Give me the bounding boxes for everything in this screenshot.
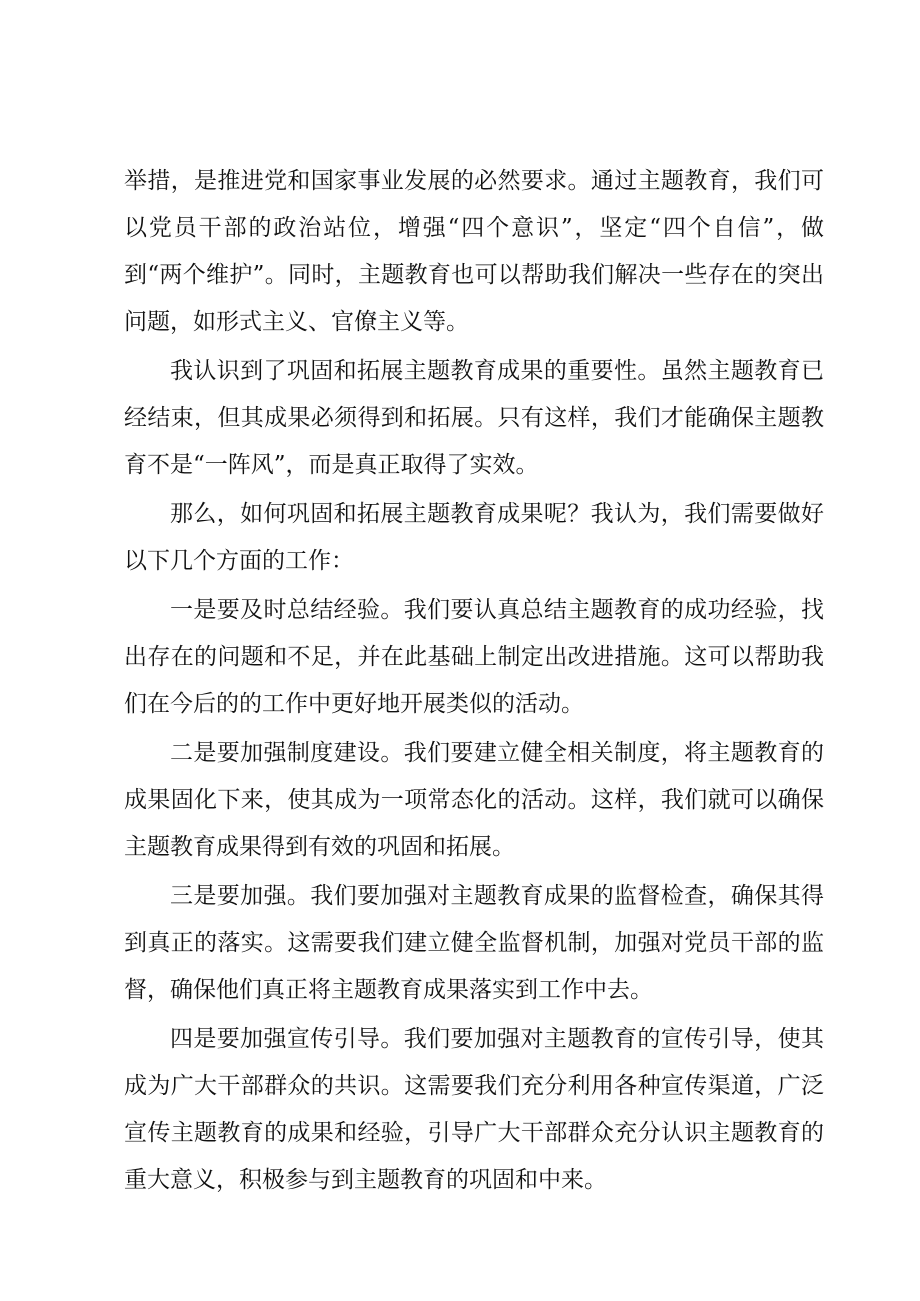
paragraph-importance: 我认识到了巩固和拓展主题教育成果的重要性。虽然主题教育已经结束，但其成果必须得到和拓展。只有这样，我们才能确保主题教育不是“一阵风”，而是真正取得了实效。: [124, 358, 824, 478]
paragraph-point-four: 四是要加强宣传引导。我们要加强对主题教育的宣传引导，使其成为广大干部群众的共识。这需要我们充分利用各种宣传渠道，广泛宣传主题教育的成果和经验，引导广大干部群众充分认识主题教育的重大意义，积极参与到主题教育的巩固和中来。: [124, 1026, 824, 1193]
paragraph-continuation: 举措，是推进党和国家事业发展的必然要求。通过主题教育，我们可以党员干部的政治站位，增强“四个意识”，坚定“四个自信”，做到“两个维护”。同时，主题教育也可以帮助我们解决一些存在的突出问题，如形式主义、官僚主义等。: [124, 168, 824, 335]
paragraph-point-two: 二是要加强制度建设。我们要建立健全相关制度，将主题教育的成果固化下来，使其成为一项常态化的活动。这样，我们就可以确保主题教育成果得到有效的巩固和拓展。: [124, 740, 824, 860]
document-body: [124, 158, 824, 1206]
paragraph-question: 那么，如何巩固和拓展主题教育成果呢？我认为，我们需要做好以下几个方面的工作：: [124, 501, 824, 574]
paragraph-point-one: 一是要及时总结经验。我们要认真总结主题教育的成功经验，找出存在的问题和不足，并在此基础上制定出改进措施。这可以帮助我们在今后的的工作中更好地开展类似的活动。: [124, 597, 824, 717]
paragraph-point-three: 三是要加强。我们要加强对主题教育成果的监督检查，确保其得到真正的落实。这需要我们建立健全监督机制，加强对党员干部的监督，确保他们真正将主题教育成果落实到工作中去。: [124, 883, 824, 1003]
